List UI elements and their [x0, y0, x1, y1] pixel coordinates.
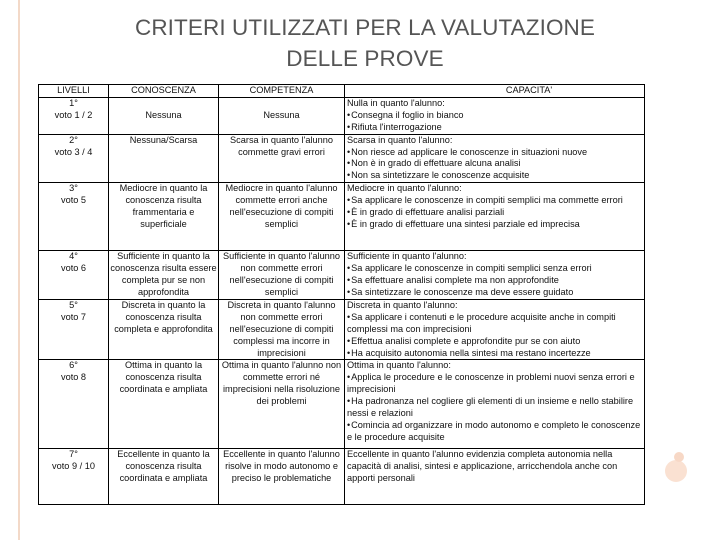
evaluation-criteria-table	[38, 84, 645, 505]
capacita-item: • Comincia ad organizzare in modo autonomo e completo le conoscenze e le procedure acquisite	[347, 420, 643, 444]
level-cell	[39, 360, 109, 449]
capacita-cell	[345, 134, 645, 183]
capacita-item: • Non sa sintetizzare le conoscenze acquisite	[347, 170, 643, 182]
table-row	[39, 97, 645, 134]
decorative-circle-small	[674, 452, 684, 462]
capacita-intro: Ottima in quanto l'alunno:	[347, 360, 451, 371]
capacita-item: • Ha padronanza nel cogliere gli elementi di un insieme e nello stabilire nessi e relazioni	[347, 396, 643, 420]
level-voto: voto 5	[60, 195, 87, 206]
capacita-intro: Eccellente in quanto l'alunno evidenzia completa autonomia nella capacità di analisi, sintesi e applicazione, arricchendola anche con apporti personali	[347, 449, 618, 484]
capacita-item: • Rifiuta l'interrogazione	[347, 122, 643, 134]
table-header-row	[39, 85, 645, 98]
level-cell	[39, 134, 109, 183]
capacita-item: • Sa sintetizzare le conoscenze ma deve essere guidato	[347, 287, 643, 299]
capacita-intro: Nulla in quanto l'alunno:	[347, 97, 445, 108]
conoscenza-cell: Mediocre in quanto la conoscenza risulta frammentaria e superficiale	[109, 183, 219, 251]
level-cell	[39, 299, 109, 360]
capacita-item: • È in grado di effettuare analisi parziali	[347, 207, 643, 219]
conoscenza-cell: Sufficiente in quanto la conoscenza risulta essere completa pur se non approfondita	[109, 251, 219, 300]
level-number: 5°	[69, 299, 78, 310]
level-voto: voto 1 / 2	[54, 109, 93, 120]
slide-frame-line	[18, 0, 20, 540]
capacita-cell	[345, 183, 645, 251]
table-row	[39, 183, 645, 251]
level-voto: voto 7	[60, 311, 87, 322]
level-voto: voto 3 / 4	[54, 146, 93, 157]
level-number: 1°	[69, 97, 78, 108]
header-competenza: COMPETENZA	[219, 85, 345, 98]
capacita-cell	[345, 97, 645, 134]
title-line-1: CRITERI UTILIZZATI PER LA VALUTAZIONE	[134, 15, 596, 40]
table-row	[39, 299, 645, 360]
level-number: 3°	[69, 183, 78, 194]
competenza-cell: Sufficiente in quanto l'alunno non commette errori nell'esecuzione di compiti semplici	[219, 251, 345, 300]
competenza-cell: Nessuna	[219, 97, 345, 134]
capacita-intro: Sufficiente in quanto l'alunno:	[347, 251, 467, 262]
slide-title	[40, 12, 690, 74]
capacita-item: • Effettua analisi complete e approfondite pur se con aiuto	[347, 336, 643, 348]
capacita-item: • Sa applicare i contenuti e le procedure acquisite anche in compiti complessi ma con imprecisioni	[347, 312, 643, 336]
level-number: 4°	[69, 251, 78, 262]
header-livelli: LIVELLI	[39, 85, 109, 98]
capacita-item: • Sa applicare le conoscenze in compiti semplici senza errori	[347, 263, 643, 275]
capacita-item: • Ha acquisito autonomia nella sintesi ma restano incertezze	[347, 348, 643, 360]
capacita-cell	[345, 251, 645, 300]
capacita-cell	[345, 360, 645, 449]
conoscenza-cell: Eccellente in quanto la conoscenza risulta coordinata e ampliata	[109, 449, 219, 505]
competenza-cell: Scarsa in quanto l'alunno commette gravi errori	[219, 134, 345, 183]
level-number: 6°	[69, 360, 78, 371]
table-row	[39, 360, 645, 449]
conoscenza-cell: Ottima in quanto la conoscenza risulta coordinata e ampliata	[109, 360, 219, 449]
capacita-item: • È in grado di effettuare una sintesi parziale ed imprecisa	[347, 219, 643, 231]
capacita-item: • Sa effettuare analisi complete ma non approfondite	[347, 275, 643, 287]
table-row	[39, 134, 645, 183]
capacita-intro: Mediocre in quanto l'alunno:	[347, 183, 462, 194]
level-voto: voto 6	[60, 263, 87, 274]
capacita-cell	[345, 449, 645, 505]
capacita-cell	[345, 299, 645, 360]
capacita-intro: Discreta in quanto l'alunno:	[347, 299, 458, 310]
capacita-intro: Scarsa in quanto l'alunno:	[347, 134, 453, 145]
level-cell	[39, 97, 109, 134]
capacita-item: • Non riesce ad applicare le conoscenze in situazioni nuove	[347, 147, 643, 159]
level-cell	[39, 183, 109, 251]
decorative-circle-large	[665, 460, 687, 482]
competenza-cell: Eccellente in quanto l'alunno risolve in modo autonomo e preciso le problematiche	[219, 449, 345, 505]
competenza-cell: Discreta in quanto l'alunno non commette errori nell'esecuzione di compiti complessi ma incorre in imprecisioni	[219, 299, 345, 360]
level-number: 2°	[69, 134, 78, 145]
level-cell	[39, 449, 109, 505]
header-conoscenza: CONOSCENZA	[109, 85, 219, 98]
capacita-item: • Sa applicare le conoscenze in compiti semplici ma commette errori	[347, 195, 643, 207]
conoscenza-cell: Nessuna	[109, 97, 219, 134]
competenza-cell: Mediocre in quanto l'alunno commette errori anche nell'esecuzione di compiti semplici	[219, 183, 345, 251]
level-voto: voto 9 / 10	[52, 461, 95, 472]
conoscenza-cell: Discreta in quanto la conoscenza risulta completa e approfondita	[109, 299, 219, 360]
level-number: 7°	[69, 449, 78, 460]
header-capacita: CAPACITA'	[345, 85, 645, 98]
capacita-item: • Non è in grado di effettuare alcuna analisi	[347, 158, 643, 170]
level-voto: voto 8	[60, 372, 87, 383]
capacita-item: • Applica le procedure e le conoscenze in problemi nuovi senza errori e imprecisioni	[347, 372, 643, 396]
table-row	[39, 251, 645, 300]
capacita-item: • Consegna il foglio in bianco	[347, 110, 643, 122]
level-cell	[39, 251, 109, 300]
conoscenza-cell: Nessuna/Scarsa	[109, 134, 219, 183]
title-line-2: DELLE PROVE	[286, 46, 444, 71]
competenza-cell: Ottima in quanto l'alunno non commette errori né imprecisioni nella risoluzione dei problemi	[219, 360, 345, 449]
table-row	[39, 449, 645, 505]
